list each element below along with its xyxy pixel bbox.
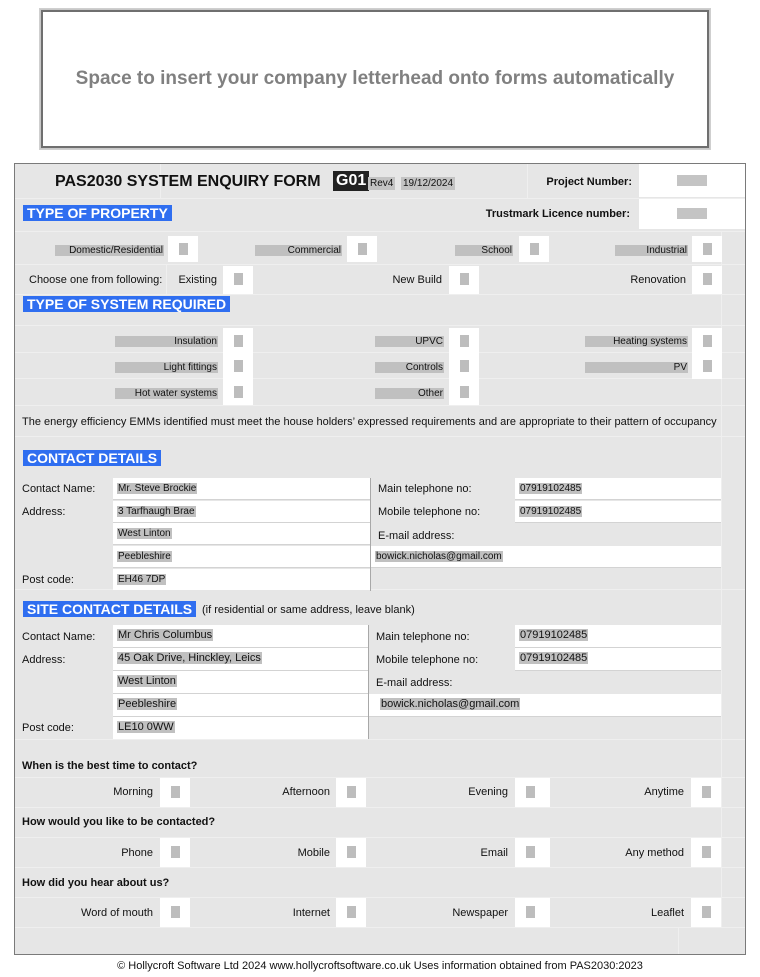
checkbox-marker	[530, 243, 539, 255]
grid-line	[15, 807, 745, 808]
site-contact-note: (if residential or same address, leave blank)	[202, 604, 415, 616]
contact-name-field[interactable]: Mr. Steve Brockie	[113, 478, 370, 500]
system-label: Other	[375, 388, 444, 399]
checkbox-email[interactable]	[515, 838, 550, 867]
system-label: Controls	[375, 362, 444, 373]
contact-method-option-label: Any method	[625, 847, 684, 859]
grid-line	[15, 325, 745, 326]
main-telephone-field[interactable]: 07919102485	[515, 478, 721, 500]
checkbox-light-fittings[interactable]	[223, 353, 253, 379]
system-label: UPVC	[375, 336, 444, 347]
section-contact-details: CONTACT DETAILS	[23, 450, 161, 466]
checkbox-marker	[234, 386, 243, 398]
checkbox-new-build[interactable]	[449, 266, 479, 294]
checkbox-pv[interactable]	[692, 353, 722, 379]
contact-method-option-label: Phone	[121, 847, 153, 859]
checkbox-marker	[234, 273, 243, 285]
checkbox-marker	[703, 335, 712, 347]
site-main-telephone-field[interactable]: 07919102485	[515, 625, 721, 648]
checkbox-marker	[347, 786, 356, 798]
column-divider	[368, 625, 369, 739]
checkbox-upvc[interactable]	[449, 328, 479, 354]
checkbox-internet[interactable]	[336, 898, 366, 927]
letterhead-placeholder	[41, 10, 709, 148]
system-label: Hot water systems	[115, 388, 218, 399]
build-option-label: Renovation	[630, 274, 686, 286]
site-main-telephone-label: Main telephone no:	[376, 631, 470, 643]
best-time-option-label: Evening	[468, 786, 508, 798]
system-label: PV	[585, 362, 688, 373]
site-postcode-label: Post code:	[22, 722, 74, 734]
heard-option-label: Leaflet	[650, 907, 684, 919]
checkbox-marker	[460, 335, 469, 347]
checkbox-marker	[234, 335, 243, 347]
checkbox-marker	[702, 846, 711, 858]
grid-line	[15, 436, 745, 437]
checkbox-morning[interactable]	[160, 778, 190, 807]
system-label: Heating systems	[585, 336, 688, 347]
system-label: Light fittings	[115, 362, 218, 373]
checkbox-marker	[526, 906, 535, 918]
emm-requirement-note: The energy efficiency EMMs identified must meet the house holders’ expressed requirements and are appropriate to their pattern of occupancy	[22, 416, 717, 428]
checkbox-afternoon[interactable]	[336, 778, 366, 807]
site-address-line-2-field[interactable]: West Linton	[113, 671, 368, 694]
email-field[interactable]: bowick.nicholas@gmail.com	[371, 546, 721, 568]
checkbox-word-of-mouth[interactable]	[160, 898, 190, 927]
best-time-question: When is the best time to contact?	[22, 760, 198, 772]
section-type-of-system: TYPE OF SYSTEM REQUIRED	[23, 296, 230, 312]
site-email-field[interactable]: bowick.nicholas@gmail.com	[369, 694, 721, 717]
property-type-label: Domestic/Residential	[55, 245, 164, 256]
grid-line	[15, 264, 745, 265]
checkbox-phone[interactable]	[160, 838, 190, 867]
contact-method-question: How would you like to be contacted?	[22, 816, 216, 828]
checkbox-marker	[179, 243, 188, 255]
form-date: 19/12/2024	[403, 178, 454, 189]
checkbox-marker	[460, 273, 469, 285]
checkbox-marker	[234, 360, 243, 372]
project-number-input[interactable]	[639, 164, 745, 197]
email-label: E-mail address:	[378, 530, 455, 542]
enquiry-form	[14, 163, 746, 955]
address-line-1-field[interactable]: 3 Tarfhaugh Brae	[113, 501, 370, 523]
contact-method-option-label: Mobile	[297, 847, 330, 859]
site-postcode-field[interactable]: LE10 0WW	[113, 717, 368, 739]
form-code-badge: G01	[333, 171, 369, 191]
trustmark-value	[677, 208, 707, 219]
checkbox-commercial[interactable]	[347, 236, 377, 262]
column-divider	[370, 478, 371, 591]
main-telephone-label: Main telephone no:	[378, 483, 472, 495]
checkbox-marker	[702, 906, 711, 918]
trustmark-label: Trustmark Licence number:	[485, 208, 630, 220]
project-number-label: Project Number:	[546, 176, 632, 188]
address-line-2-field[interactable]: West Linton	[113, 523, 370, 545]
grid-line	[678, 927, 679, 954]
mobile-telephone-field[interactable]: 07919102485	[515, 501, 721, 523]
contact-method-option-label: Email	[480, 847, 508, 859]
property-type-label: Industrial	[615, 245, 688, 256]
checkbox-marker	[702, 786, 711, 798]
build-option-label: New Build	[392, 274, 442, 286]
choose-one-label: Choose one from following:	[29, 274, 163, 286]
checkbox-marker	[526, 786, 535, 798]
site-email-label: E-mail address:	[376, 677, 453, 689]
letterhead-text: Space to insert your company letterhead onto forms automatically	[75, 68, 675, 89]
checkbox-marker	[460, 386, 469, 398]
heard-option-label: Newspaper	[452, 907, 508, 919]
project-number-value	[677, 175, 707, 186]
site-mobile-telephone-field[interactable]: 07919102485	[515, 648, 721, 671]
grid-line	[15, 405, 745, 406]
grid-line	[15, 739, 745, 740]
checkbox-marker	[703, 273, 712, 285]
checkbox-marker	[171, 786, 180, 798]
checkbox-marker	[347, 906, 356, 918]
site-contact-name-label: Contact Name:	[22, 631, 96, 643]
checkbox-domestic[interactable]	[168, 236, 198, 262]
site-address-line-3-field[interactable]: Peebleshire	[113, 694, 368, 717]
checkbox-marker	[171, 906, 180, 918]
checkbox-marker	[347, 846, 356, 858]
checkbox-mobile[interactable]	[336, 838, 366, 867]
checkbox-existing[interactable]	[223, 266, 253, 294]
checkbox-industrial[interactable]	[692, 236, 722, 262]
revision-label: Rev4	[370, 178, 394, 189]
grid-line	[15, 777, 745, 778]
heard-about-question: How did you hear about us?	[22, 877, 170, 889]
address-line-3-field[interactable]: Peebleshire	[113, 546, 370, 568]
property-type-label: Commercial	[255, 245, 342, 256]
address-label: Address:	[22, 506, 66, 518]
site-mobile-telephone-label: Mobile telephone no:	[376, 654, 479, 666]
checkbox-other[interactable]	[449, 379, 479, 405]
checkbox-anytime[interactable]	[691, 778, 721, 807]
checkbox-evening[interactable]	[515, 778, 550, 807]
checkbox-marker	[460, 360, 469, 372]
checkbox-newspaper[interactable]	[515, 898, 550, 927]
form-title: PAS2030 SYSTEM ENQUIRY FORM	[55, 173, 321, 190]
section-site-contact-details: SITE CONTACT DETAILS	[23, 601, 196, 617]
checkbox-any-method[interactable]	[691, 838, 721, 867]
footer-copyright: © Hollycroft Software Ltd 2024 www.hollycroftsoftware.co.uk Uses information obtained from PAS2030:2023	[117, 960, 643, 972]
grid-line	[15, 378, 745, 379]
grid-line	[15, 867, 745, 868]
contact-name-label: Contact Name:	[22, 483, 96, 495]
trustmark-input[interactable]	[639, 199, 745, 229]
site-contact-name-field[interactable]: Mr Chris Columbus	[113, 625, 368, 648]
best-time-option-label: Anytime	[644, 786, 684, 798]
checkbox-marker	[171, 846, 180, 858]
grid-line	[15, 198, 745, 199]
postcode-label: Post code:	[22, 574, 74, 586]
grid-line	[15, 837, 745, 838]
property-type-label: School	[455, 245, 513, 256]
build-option-label: Existing	[178, 274, 217, 286]
checkbox-insulation[interactable]	[223, 328, 253, 354]
checkbox-marker	[703, 360, 712, 372]
mobile-telephone-label: Mobile telephone no:	[378, 506, 481, 518]
checkbox-controls[interactable]	[449, 353, 479, 379]
checkbox-hot-water[interactable]	[223, 379, 253, 405]
grid-line	[15, 927, 745, 928]
grid-line	[15, 231, 745, 232]
section-type-of-property: TYPE OF PROPERTY	[23, 205, 172, 221]
checkbox-marker	[703, 243, 712, 255]
checkbox-marker	[358, 243, 367, 255]
postcode-field[interactable]: EH46 7DP	[113, 569, 370, 590]
best-time-option-label: Afternoon	[282, 786, 330, 798]
site-address-line-1-field[interactable]: 45 Oak Drive, Hinckley, Leics	[113, 648, 368, 671]
grid-line	[15, 294, 745, 295]
checkbox-marker	[526, 846, 535, 858]
best-time-option-label: Morning	[113, 786, 153, 798]
heard-option-label: Word of mouth	[81, 907, 153, 919]
checkbox-leaflet[interactable]	[691, 898, 721, 927]
checkbox-heating-systems[interactable]	[692, 328, 722, 354]
system-label: Insulation	[115, 336, 218, 347]
checkbox-renovation[interactable]	[692, 266, 722, 294]
site-address-label: Address:	[22, 654, 66, 666]
grid-line	[15, 897, 745, 898]
checkbox-school[interactable]	[519, 236, 549, 262]
grid-line	[527, 164, 528, 198]
grid-line	[15, 352, 745, 353]
heard-option-label: Internet	[292, 907, 330, 919]
